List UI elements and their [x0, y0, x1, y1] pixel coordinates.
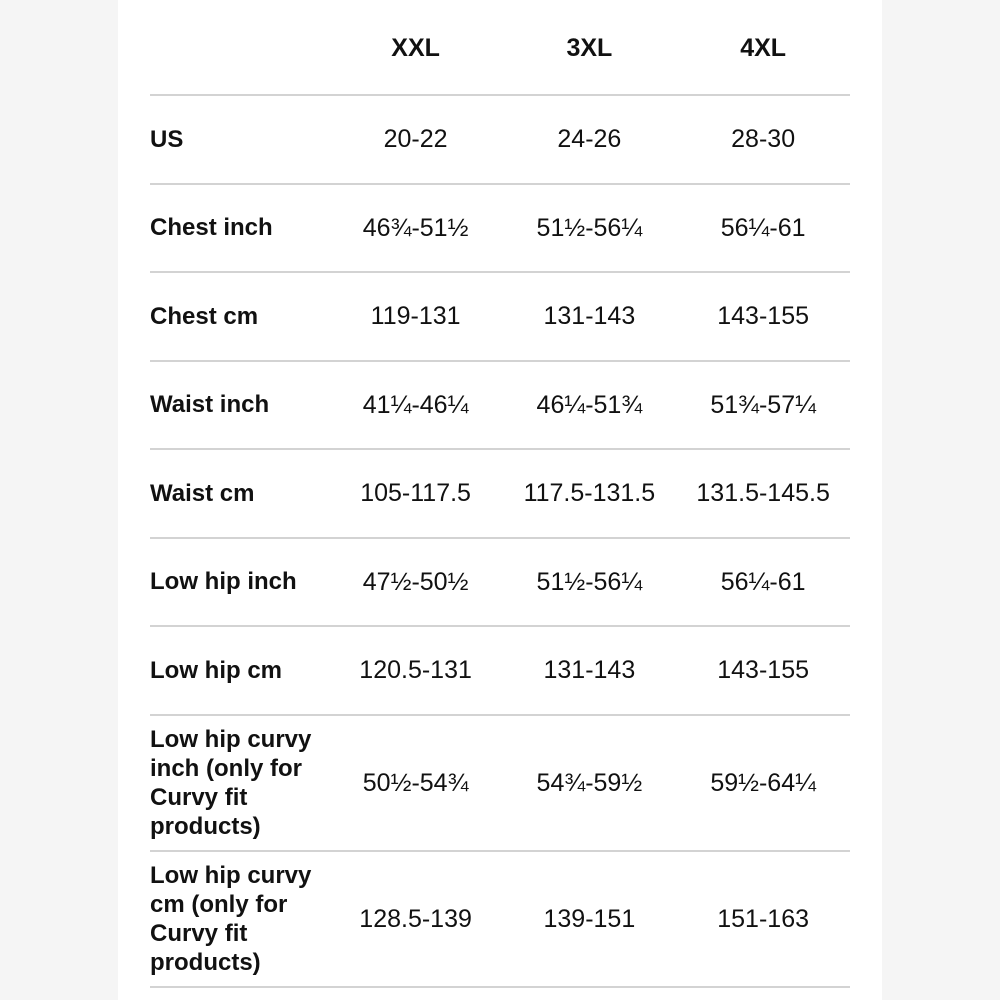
cell-3xl: 46¼-51¾ [536, 390, 643, 419]
cell-3xl: 51½-56¼ [536, 213, 643, 242]
cell-3xl: 131-143 [543, 656, 636, 685]
table-row-waist-cm [150, 450, 850, 539]
size-table [150, 8, 850, 988]
cell-xxl: 105-117.5 [360, 479, 471, 508]
row-label: Chest inch [150, 214, 273, 242]
table-row-low-hip-curvy-cm [150, 852, 850, 988]
cell-4xl: 151-163 [717, 904, 809, 933]
cell-4xl: 51¾-57¼ [710, 390, 816, 419]
table-row-low-hip-inch [150, 539, 850, 628]
cell-3xl: 131-143 [543, 302, 636, 331]
cell-3xl: 51½-56¼ [536, 567, 643, 596]
cell-xxl: 128.5-139 [359, 904, 472, 933]
column-header-xxl: XXL [391, 34, 440, 62]
table-row-low-hip-curvy-inch [150, 716, 850, 852]
cell-xxl: 47½-50½ [362, 567, 469, 596]
row-label: Low hip cm [150, 656, 282, 684]
row-label: Chest cm [150, 302, 259, 330]
cell-4xl: 56¼-61 [720, 213, 806, 242]
cell-xxl: 20-22 [383, 125, 448, 154]
row-label: Low hip curvy cm (only for Curvy fit products) [150, 861, 312, 976]
cell-xxl: 41¼-46¼ [362, 390, 469, 419]
cell-4xl: 143-155 [717, 656, 809, 685]
cell-4xl: 131.5-145.5 [696, 479, 830, 508]
table-row-chest-cm [150, 273, 850, 362]
table-row-chest-inch [150, 185, 850, 274]
cell-3xl: 24-26 [557, 125, 622, 154]
row-label: Low hip curvy inch (only for Curvy fit products) [150, 725, 312, 840]
cell-4xl: 28-30 [731, 125, 796, 154]
row-label: Waist inch [150, 391, 270, 419]
cell-4xl: 143-155 [717, 302, 809, 331]
row-label: Low hip inch [150, 568, 297, 596]
row-label: US [150, 125, 184, 153]
cell-3xl: 117.5-131.5 [523, 479, 656, 508]
cell-3xl: 54¾-59½ [536, 768, 643, 797]
size-chart-page [118, 0, 882, 1000]
cell-4xl: 59½-64¼ [710, 768, 816, 797]
table-row-waist-inch [150, 362, 850, 451]
cell-xxl: 120.5-131 [359, 656, 472, 685]
table-row-low-hip-cm [150, 627, 850, 716]
table-header-row [150, 8, 850, 96]
cell-xxl: 46¾-51½ [362, 213, 469, 242]
cell-4xl: 56¼-61 [720, 567, 806, 596]
column-header-4xl: 4XL [740, 34, 787, 62]
column-header-3xl: 3XL [566, 34, 613, 62]
row-label: Waist cm [150, 479, 255, 507]
cell-xxl: 119-131 [370, 302, 461, 331]
cell-xxl: 50½-54¾ [362, 768, 469, 797]
cell-3xl: 139-151 [543, 904, 636, 933]
table-row-us [150, 96, 850, 185]
